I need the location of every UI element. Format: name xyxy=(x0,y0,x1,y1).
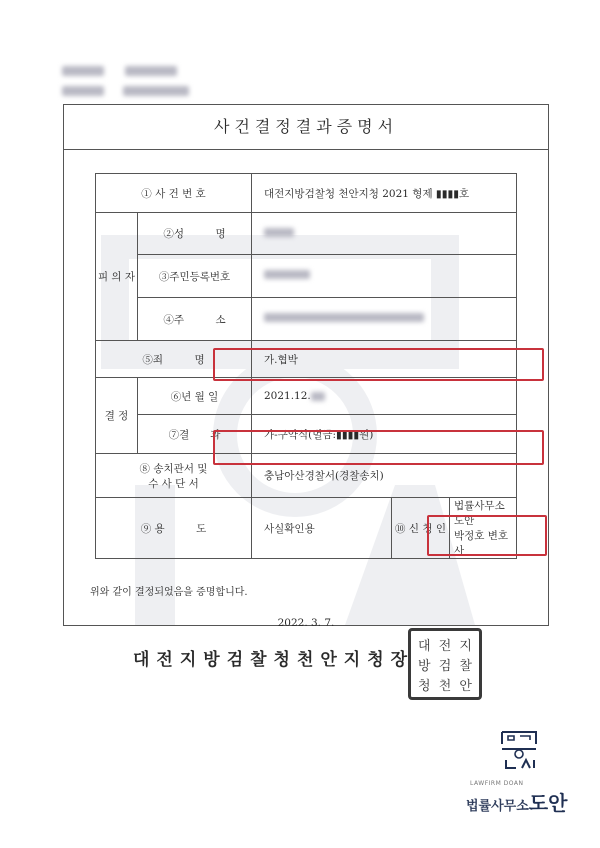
firm-logo-en: LAWFIRM DOAN xyxy=(470,780,524,787)
certification-text: 위와 같이 결정되었음을 증명합니다. xyxy=(90,587,248,598)
suspect-label: 피 의 자 xyxy=(96,213,138,341)
address-label: ④주 소 xyxy=(138,298,252,341)
row-name xyxy=(96,213,517,255)
issue-date: 2022. 3. 7. xyxy=(277,617,335,629)
issuing-office: 대전지방검찰청천안지청장 xyxy=(133,650,415,670)
highlight-crime xyxy=(213,348,544,381)
redacted-header-4 xyxy=(123,86,189,96)
name-label: ②성 명 xyxy=(138,213,252,255)
row-rrn xyxy=(96,255,517,298)
official-seal: 대 전 지 방 검 찰 청 천 안 xyxy=(408,628,482,700)
address-value xyxy=(252,298,517,341)
highlight-result xyxy=(213,430,544,465)
case-no-value: 대전지방검찰청 천안지청 2021 형제 ▮▮▮▮호 xyxy=(252,174,517,213)
crime-label: ⑤죄 명 xyxy=(96,341,252,378)
result-value: 가-구약식(벌금:▮▮▮▮원) xyxy=(252,415,517,454)
redacted-header-1 xyxy=(62,66,104,76)
decision-label: 결 정 xyxy=(96,378,138,454)
crime-value: 가.협박 xyxy=(252,341,517,378)
firm-logo-icon xyxy=(500,730,538,770)
result-label: ⑦결 과 xyxy=(138,415,252,454)
name-value xyxy=(252,213,517,255)
purpose-label: ⑨ 용 도 xyxy=(96,498,252,559)
row-date xyxy=(96,378,517,415)
case-no-label: ① 사 건 번 호 xyxy=(96,174,252,213)
redacted-header-3 xyxy=(62,86,104,96)
firm-logo-ko: 법률사무소도안 xyxy=(466,791,568,815)
agency-value: 충남아산경찰서(경찰송치) xyxy=(252,454,517,498)
rrn-value xyxy=(252,255,517,298)
applicant-value: 법률사무소 도안 박정호 변호사 xyxy=(450,498,517,559)
row-address xyxy=(96,298,517,341)
date-label: ⑥년 월 일 xyxy=(138,378,252,415)
date-value: 2021.12. xyxy=(252,378,517,415)
row-case-no xyxy=(96,174,517,213)
highlight-applicant xyxy=(427,515,547,556)
rrn-label: ③주민등록번호 xyxy=(138,255,252,298)
redacted-header-2 xyxy=(125,66,177,76)
purpose-value: 사실확인용 xyxy=(252,498,392,559)
agency-label: ⑧ 송치관서 및 수 사 단 서 xyxy=(96,454,252,498)
document-title: 사건결정결과증명서 xyxy=(64,105,548,150)
applicant-label: ⑩ 신 청 인 xyxy=(392,498,450,559)
